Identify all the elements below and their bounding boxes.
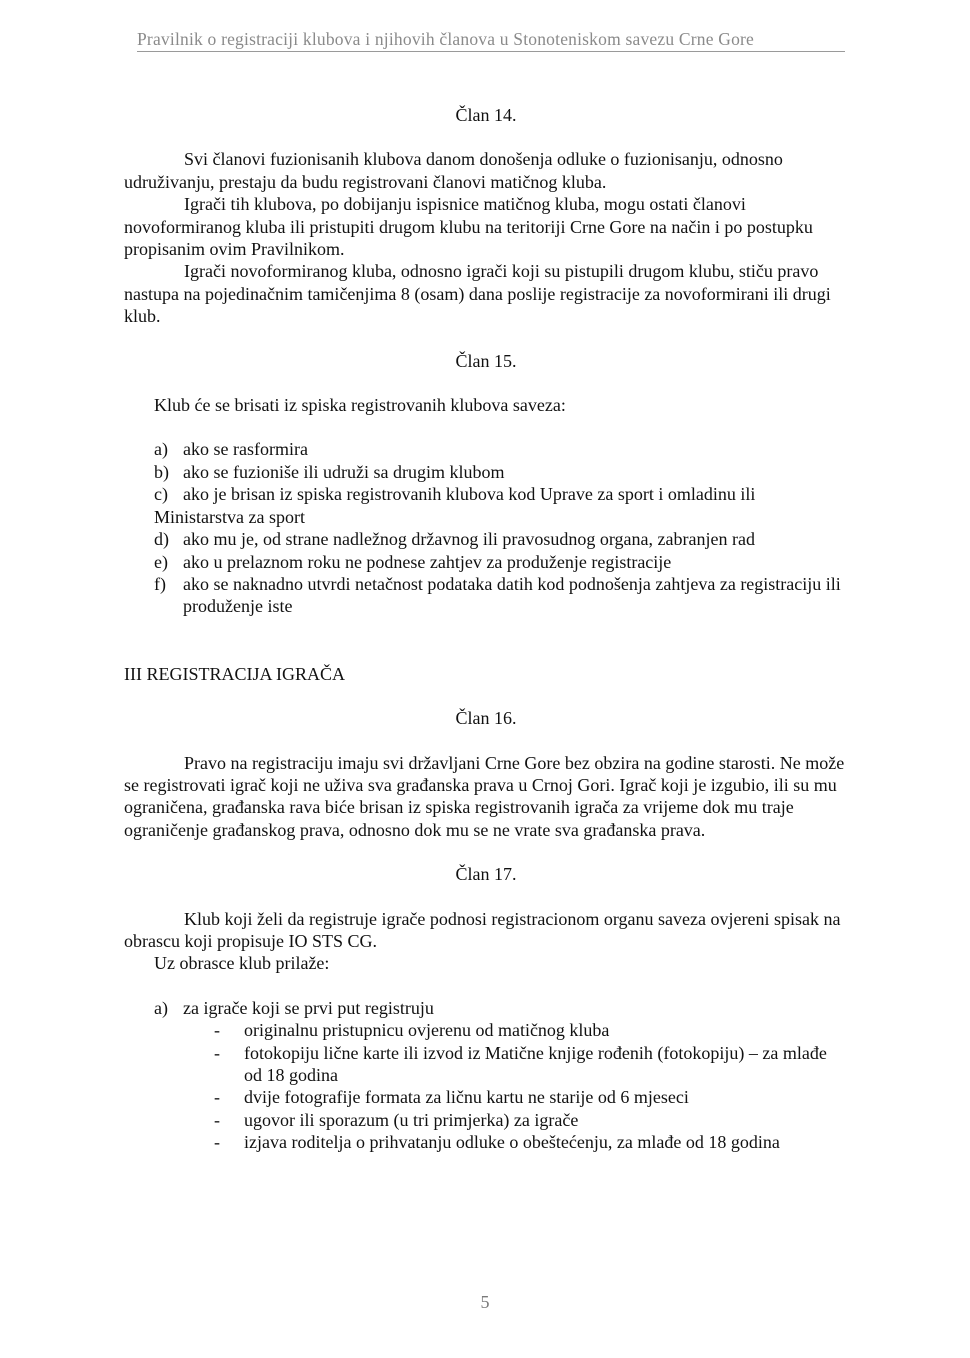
sublist-item: - ugovor ili sporazum (u tri primjerka) za igrače bbox=[214, 1109, 579, 1130]
sublist-item: - izjava roditelja o prihvatanju odluke o obeštećenju, za mlađe od 18 godina bbox=[214, 1132, 780, 1153]
article-17-paragraph-1: Klub koji želi da registruje igrače podnosi registracionom organu saveza ovjereni spisak na obrascu koji propisuje IO STS CG. bbox=[124, 908, 841, 951]
article-16-title: Član 16. bbox=[455, 708, 517, 729]
list-item: a) ako se rasformira bbox=[154, 439, 308, 460]
sublist-item: - dvije fotografije formata za ličnu kartu ne starije od 6 mjeseci bbox=[214, 1087, 689, 1108]
article-15-list bbox=[124, 438, 848, 617]
running-header: Pravilnik o registraciji klubova i njihovih članova u Stonoteniskom savezu Crne Gore bbox=[137, 28, 845, 52]
section-heading: III REGISTRACIJA IGRAČA bbox=[124, 663, 346, 684]
article-16-paragraph-1: Pravo na registraciju imaju svi državljani Crne Gore bez obzira na godine starosti. Ne može se registrovati igrač koji ne uživa sva građanska prava u Crnoj Gori. Igrač koji je izgubio, ili su mu ograničena, građanska rava biće brisan iz spiska registrovanih igrača za vrijeme dok mu traje ograničenje građanskog prava, odnosno dok mu se ne vrate sva građanska prava. bbox=[124, 752, 845, 840]
page-number: 5 bbox=[480, 1292, 490, 1312]
list-item: d) ako mu je, od strane nadležnog državnog ili pravosudnog organa, zabranjen rad bbox=[154, 529, 755, 550]
article-15-intro: Klub će se brisati iz spiska registrovanih klubova saveza: bbox=[154, 395, 566, 416]
article-17-title: Član 17. bbox=[455, 864, 517, 885]
article-14-title: Član 14. bbox=[455, 105, 517, 125]
article-14-paragraph-2: Igrači tih klubova, po dobijanju ispisnice matičnog kluba, mogu ostati članovi novoformiranog kluba ili pristupiti drugom klubu na teritoriji Crne Gore na način i po postupku propisanim ovim Pravilnikom. bbox=[124, 194, 813, 260]
article-14-paragraph-3: Igrači novoformiranog kluba, odnosno igrači koji su pistupili drugom klubu, stiču pravo nastupa na pojedinačnim tamičenjima 8 (osam) dana poslije registracije za novoformirani ili drugi klub. bbox=[124, 261, 831, 327]
sublist-item: - originalnu pristupnicu ovjerenu od matičnog kluba bbox=[214, 1020, 610, 1041]
article-15-title: Član 15. bbox=[455, 350, 517, 371]
list-item: b) ako se fuzioniše ili udruži sa drugim klubom bbox=[154, 461, 505, 482]
article-17-sublist bbox=[124, 1019, 848, 1153]
list-item: a) za igrače koji se prvi put registruju bbox=[154, 997, 434, 1018]
article-14-paragraph-1: Svi članovi fuzionisanih klubova danom donošenja odluke o fuzionisanju, odnosno udruživanju, prestaju da budu registrovani članovi matičnog kluba. bbox=[124, 149, 783, 192]
sublist-item: - fotokopiju lične karte ili izvod iz Matične knjige rođenih (fotokopiju) – za mlađe od 18 godina bbox=[214, 1042, 827, 1085]
list-item: c) ako je brisan iz spiska registrovanih klubova kod Uprave za sport i omladinu ili Ministarstva za sport bbox=[154, 484, 756, 527]
document-body bbox=[124, 104, 848, 1154]
article-17-paragraph-2: Uz obrasce klub prilaže: bbox=[154, 953, 330, 974]
article-17-list bbox=[124, 997, 848, 1019]
list-item: f) ako se naknadno utvrdi netačnost podataka datih kod podnošenja zahtjeva za registraciju ili produženje iste bbox=[154, 573, 841, 617]
list-item: e) ako u prelaznom roku ne podnese zahtjev za produženje registracije bbox=[154, 551, 672, 572]
